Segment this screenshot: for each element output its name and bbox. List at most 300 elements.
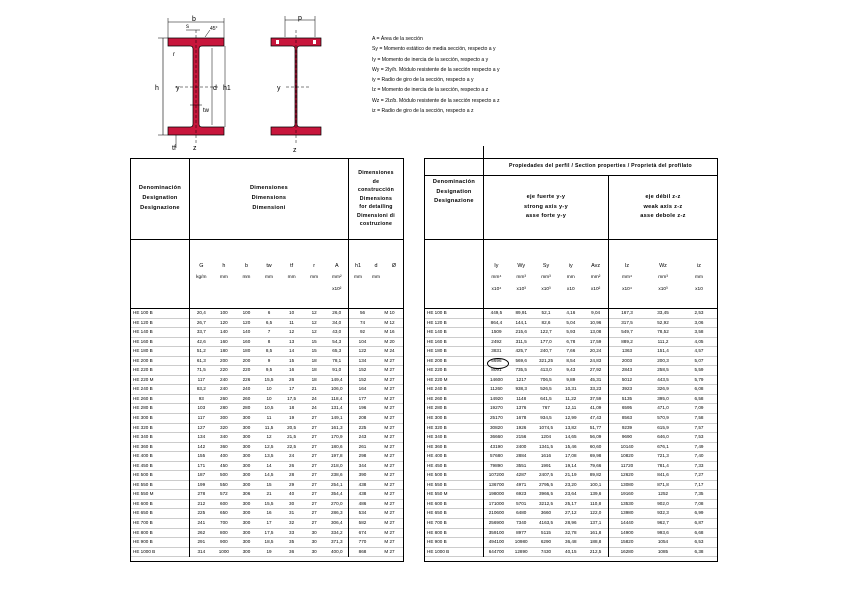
table-cell: 314 <box>197 548 206 554</box>
table-row <box>609 366 717 376</box>
table-cell: 4971 <box>516 481 527 487</box>
column-unit: mm² <box>590 275 601 280</box>
table-cell: 5,59 <box>694 367 704 373</box>
column-unit: mm <box>287 275 296 280</box>
table-row <box>349 309 403 319</box>
table-cell: 107200 <box>488 472 505 478</box>
table-cell: 6,78 <box>566 338 576 344</box>
table-cell: M 27 <box>384 357 395 363</box>
table-cell: 171000 <box>488 500 505 506</box>
table-row <box>131 357 189 367</box>
table-cell: M 27 <box>384 415 395 421</box>
table-cell: 215,6 <box>515 329 527 335</box>
table-row <box>425 414 483 424</box>
table-cell: 14,5 <box>264 472 274 478</box>
table-row <box>484 462 608 472</box>
table-cell: 8 <box>267 338 271 344</box>
table-row <box>484 471 608 481</box>
table-cell: HE 340 B <box>133 434 153 440</box>
column-unit: kg/m <box>196 275 207 280</box>
table-cell: 5701 <box>516 500 527 506</box>
table-cell: 962,7 <box>657 520 669 526</box>
unit-column <box>190 240 213 308</box>
table-cell: 104 <box>358 338 367 344</box>
table-row <box>484 548 608 558</box>
table-cell: 33,7 <box>196 329 206 335</box>
legend-item: Sy = Momento estático de media sección, respecto a y <box>372 46 496 53</box>
column-symbol: Wz <box>659 263 667 269</box>
table-cell: 258,5 <box>657 367 669 373</box>
table-cell: 10,5 <box>264 405 274 411</box>
table-cell: 122,7 <box>540 329 552 335</box>
table-row <box>190 338 348 348</box>
table-cell: 21,19 <box>565 472 577 478</box>
table-row <box>484 433 608 443</box>
table-cell: 1376 <box>516 405 527 411</box>
table-row <box>349 385 403 395</box>
table-cell: 7,40 <box>694 453 704 459</box>
table-cell: 40,15 <box>565 548 577 554</box>
table-cell: 136700 <box>488 481 505 487</box>
legend <box>372 34 582 116</box>
table-cell: HE 160 B <box>427 338 447 344</box>
table-cell: 11,5 <box>264 424 274 430</box>
table-cell: HE 120 B <box>427 319 447 325</box>
table-cell: 17,59 <box>589 338 602 344</box>
table-row <box>484 481 608 491</box>
table-cell: 7,57 <box>694 424 704 430</box>
table-cell: 51,2 <box>196 348 206 354</box>
table-cell: 291 <box>197 539 206 545</box>
table-cell: 33 <box>289 529 295 535</box>
table-row <box>190 376 348 386</box>
table-cell: M 27 <box>384 367 395 373</box>
table-row <box>131 509 189 519</box>
table-cell: 300 <box>242 462 251 468</box>
table-cell: 3551 <box>516 462 527 468</box>
column-scale: x10³ <box>541 287 551 292</box>
table-cell: 117 <box>197 415 205 421</box>
table-cell: M 27 <box>384 500 395 506</box>
column-unit: mm³ <box>658 275 668 280</box>
table-cell: HE 400 B <box>427 453 447 459</box>
table-row <box>190 452 348 462</box>
table-cell: 6,53 <box>694 539 704 545</box>
table-cell: 199 <box>197 481 206 487</box>
table-cell: 674 <box>358 529 367 535</box>
table-row <box>425 328 483 338</box>
table-cell: 27 <box>311 415 317 421</box>
table-cell: HE 140 B <box>427 329 447 335</box>
table-cell: HE 360 B <box>427 443 447 449</box>
table-cell: 12 <box>311 329 317 335</box>
unit-column <box>534 240 559 308</box>
table-cell: 210600 <box>488 510 505 516</box>
table-row <box>484 519 608 529</box>
table-cell: 111,2 <box>657 338 669 344</box>
table-cell: 2156 <box>516 434 527 440</box>
table-row <box>609 385 717 395</box>
table-row <box>190 509 348 519</box>
table-row <box>349 490 403 500</box>
table-cell: 122 <box>358 348 367 354</box>
unit-column <box>681 240 717 308</box>
column-scale: x10² <box>590 287 601 292</box>
table-cell: 18 <box>311 367 317 373</box>
table-cell: 127 <box>197 424 206 430</box>
label-b: b <box>192 16 196 23</box>
table-cell: M 27 <box>384 481 395 487</box>
table-cell: 212 <box>197 500 206 506</box>
table-cell: 2843 <box>621 367 633 373</box>
table-cell: 550 <box>220 481 228 487</box>
table-cell: 2,53 <box>694 310 704 315</box>
table-cell: 32,78 <box>565 529 577 535</box>
table-cell: 177 <box>358 395 367 401</box>
table-cell: 36660 <box>490 434 503 440</box>
table-cell: HE 500 B <box>427 472 447 478</box>
table-cell: 27 <box>311 453 317 459</box>
table-cell: 12,11 <box>565 405 577 411</box>
table-cell: 1204 <box>540 434 552 440</box>
table-cell: 26,7 <box>196 319 206 325</box>
table-cell: 7,08 <box>694 500 704 506</box>
table-cell: M 27 <box>384 424 395 430</box>
table-row <box>484 395 608 405</box>
unit-column <box>213 240 236 308</box>
table-cell: 300 <box>220 415 228 421</box>
table-cell: 78,52 <box>657 329 669 335</box>
table-cell: 27 <box>311 434 317 440</box>
table-row <box>349 328 403 338</box>
table-cell: 770 <box>358 539 367 545</box>
column-symbol: Avz <box>591 263 601 269</box>
table-row <box>349 452 403 462</box>
table-cell: 61,3 <box>196 357 206 363</box>
table-cell: 15 <box>266 481 272 487</box>
table-cell: 9690 <box>621 434 633 440</box>
unit-column <box>303 240 326 308</box>
table-cell: 2400 <box>516 443 527 449</box>
table-row <box>484 452 608 462</box>
table-cell: 14,65 <box>565 434 577 440</box>
table-cell: 12 <box>311 319 317 325</box>
table-cell: 57680 <box>490 453 503 459</box>
table-row <box>190 395 348 405</box>
table-row <box>349 357 403 367</box>
table-cell: 934,5 <box>540 415 552 421</box>
table-row <box>131 548 189 558</box>
table-cell: 83,2 <box>196 386 206 392</box>
unit-column <box>258 240 281 308</box>
table-cell: 260 <box>242 395 251 401</box>
table-row <box>484 529 608 539</box>
table-cell: 56 <box>359 310 366 315</box>
table-cell: 3923 <box>621 386 633 392</box>
table-cell: 6,87 <box>694 520 704 526</box>
table-cell: 371,3 <box>331 539 343 545</box>
table-row <box>131 395 189 405</box>
column-symbol: tf <box>290 263 294 269</box>
table-cell: 360 <box>220 443 228 449</box>
dimensions-table <box>130 158 404 562</box>
table-cell: 13,5 <box>264 453 274 459</box>
table-row <box>609 404 717 414</box>
table-cell: 27 <box>311 491 317 497</box>
table-cell: 240 <box>220 376 228 382</box>
table-cell: 8,54 <box>566 357 576 363</box>
table-cell: 9 <box>267 357 271 363</box>
table-cell: 2795,5 <box>538 481 554 487</box>
table-row <box>425 385 483 395</box>
table-cell: 781,4 <box>657 462 669 468</box>
legend-item: A = Área de la sección <box>372 36 423 42</box>
table-cell: 300 <box>242 424 251 430</box>
table-cell: 167,3 <box>621 310 633 315</box>
label-z-left: z <box>193 145 197 152</box>
table-cell: 311,5 <box>515 338 527 344</box>
table-cell: 4163,5 <box>538 520 554 526</box>
table-cell: 14600 <box>490 376 503 382</box>
table-cell: HE 700 B <box>427 520 447 526</box>
table-cell: M 27 <box>384 462 395 468</box>
table-cell: 17,5 <box>287 395 297 401</box>
table-row <box>484 414 608 424</box>
table-cell: M 16 <box>384 329 395 335</box>
table-row <box>484 424 608 434</box>
table-row <box>425 529 483 539</box>
table-row <box>425 404 483 414</box>
table-cell: HE 320 B <box>133 424 153 430</box>
table-cell: M 27 <box>384 520 395 526</box>
table-row <box>349 376 403 386</box>
table-row <box>349 519 403 529</box>
table-cell: 300 <box>242 443 251 449</box>
table-cell: HE 220 B <box>427 367 447 373</box>
table-cell: 33,23 <box>589 386 602 392</box>
unit-column <box>509 240 534 308</box>
i-beam-section-left <box>158 18 225 148</box>
table-cell: 10 <box>289 310 295 315</box>
table-cell: 220 <box>220 367 228 373</box>
table-row <box>425 538 483 548</box>
table-cell: 5,79 <box>694 376 704 382</box>
table-cell: 240,7 <box>540 348 552 354</box>
table-cell: HE 160 B <box>133 338 153 344</box>
table-row <box>484 404 608 414</box>
table-cell: 1363 <box>621 348 633 354</box>
table-row <box>349 366 403 376</box>
table-cell: 238,6 <box>331 472 343 478</box>
table-cell: 139,6 <box>589 491 602 497</box>
table-row <box>425 424 483 434</box>
table-cell: M 12 <box>384 319 395 325</box>
table-cell: 17 <box>289 386 295 392</box>
table-cell: 29 <box>289 481 295 487</box>
table-cell: 18 <box>311 357 317 363</box>
table-cell: 52,92 <box>657 319 669 325</box>
highlight-circle <box>487 358 509 369</box>
table-cell: 37,59 <box>589 395 602 401</box>
column-symbol: iy <box>568 263 573 269</box>
header-construction: Dimensiones de construcción Dimensions for detailing Dimensioni di costruzione <box>357 170 395 228</box>
table-row <box>349 548 403 558</box>
table-cell: 10820 <box>620 453 634 459</box>
table-row <box>190 385 348 395</box>
table-row <box>131 328 189 338</box>
table-cell: 300 <box>242 520 251 526</box>
table-cell: 137,1 <box>589 520 602 526</box>
table-row <box>349 404 403 414</box>
unit-column <box>349 240 367 308</box>
table-cell: 10980 <box>514 539 528 545</box>
table-row <box>131 443 189 453</box>
table-row <box>131 366 189 376</box>
table-cell: 30 <box>311 548 317 554</box>
table-row <box>349 433 403 443</box>
table-cell: 1074,5 <box>538 424 554 430</box>
column-symbol: h1 <box>355 263 361 269</box>
table-cell: 41,09 <box>589 405 602 411</box>
table-cell: 413,0 <box>540 367 552 373</box>
table-cell: 735,5 <box>515 367 527 373</box>
table-cell: 120 <box>220 319 228 325</box>
table-cell: HE 220 B <box>133 367 153 373</box>
table-cell: 35 <box>289 539 295 545</box>
table-cell: 256900 <box>488 520 505 526</box>
table-cell: 6 <box>267 310 271 315</box>
column-symbol: A <box>334 263 339 269</box>
table-cell: HE 650 B <box>133 510 153 516</box>
table-cell: 706,5 <box>540 376 552 382</box>
table-cell: 200 <box>242 357 251 363</box>
table-cell: 78,1 <box>332 357 342 363</box>
table-cell: 200 <box>220 357 228 363</box>
table-row <box>609 338 717 348</box>
table-cell: 400 <box>220 453 228 459</box>
table-cell: 198000 <box>488 491 505 497</box>
table-row <box>190 404 348 414</box>
table-cell: 16280 <box>620 548 634 554</box>
table-row <box>484 509 608 519</box>
table-cell: 443,5 <box>657 376 669 382</box>
table-cell: 93 <box>198 395 204 401</box>
properties-table <box>424 158 718 562</box>
table-cell: 30 <box>289 500 295 506</box>
table-cell: 4,57 <box>694 348 704 354</box>
table-row <box>609 548 717 558</box>
label-tf: tf <box>172 145 176 152</box>
table-row <box>131 452 189 462</box>
table-cell: 160 <box>242 338 251 344</box>
table-cell: 1341,5 <box>538 443 554 449</box>
table-cell: 486 <box>358 500 367 506</box>
table-row <box>349 395 403 405</box>
table-cell: 7,53 <box>694 434 704 440</box>
table-cell: 27 <box>311 462 317 468</box>
table-cell: 196 <box>358 405 367 411</box>
column-symbol: Sy <box>542 263 550 269</box>
column-scale: x10² <box>332 287 342 292</box>
table-row <box>131 385 189 395</box>
table-cell: 7,58 <box>694 415 704 421</box>
table-cell: HE 550 B <box>133 481 153 487</box>
table-cell: HE 260 B <box>133 395 153 401</box>
table-row <box>349 443 403 453</box>
table-cell: 572 <box>220 491 228 497</box>
table-cell: 27 <box>311 424 317 430</box>
table-cell: 17,5 <box>264 529 274 535</box>
column-symbol: tw <box>266 263 272 269</box>
table-row <box>131 433 189 443</box>
table-cell: 300 <box>242 481 251 487</box>
table-cell: HE 180 B <box>133 348 153 354</box>
table-cell: 300 <box>242 548 251 554</box>
table-cell: 65,3 <box>332 348 342 354</box>
table-cell: 134 <box>358 357 367 363</box>
column-symbol: d <box>374 263 378 269</box>
table-row <box>609 529 717 539</box>
table-row <box>484 309 608 319</box>
table-cell: 117 <box>197 376 205 382</box>
header-strong-axis: eje fuerte y-y strong axis y-y asse forte y-y <box>484 176 609 239</box>
table-row <box>425 376 483 386</box>
table-cell: 9239 <box>621 424 633 430</box>
table-cell: M 24 <box>384 348 395 354</box>
table-cell: M 27 <box>384 405 395 411</box>
table-cell: 902,0 <box>657 500 669 506</box>
table-cell: 450 <box>220 462 228 468</box>
table-cell: 3660 <box>540 510 552 516</box>
label-h1: h1 <box>223 85 231 92</box>
table-cell: M 27 <box>384 386 395 392</box>
table-cell: 6,5 <box>265 319 273 325</box>
table-cell: 171 <box>197 462 206 468</box>
table-cell: 22,5 <box>287 443 297 449</box>
table-row <box>131 471 189 481</box>
column-unit: mm³ <box>541 275 551 280</box>
table-cell: 27 <box>311 500 317 506</box>
table-cell: M 27 <box>384 510 395 516</box>
table-cell: 36,48 <box>565 539 577 545</box>
unit-column <box>558 240 583 308</box>
table-cell: HE 360 B <box>133 443 153 449</box>
table-cell: M 27 <box>384 443 395 449</box>
table-cell: 300 <box>242 510 251 516</box>
dimensions-rows <box>131 309 403 557</box>
table-row <box>190 490 348 500</box>
table-row <box>131 319 189 329</box>
table-cell: 28,96 <box>565 520 577 526</box>
table-cell: 6480 <box>516 510 527 516</box>
table-row <box>190 471 348 481</box>
table-row <box>425 443 483 453</box>
label-h: h <box>155 85 159 92</box>
table-cell: 526,5 <box>540 386 552 392</box>
table-row <box>190 548 348 558</box>
table-cell: 18 <box>311 376 317 382</box>
table-cell: 10 <box>266 395 272 401</box>
table-cell: 889,2 <box>621 338 633 344</box>
table-cell: 27,12 <box>565 510 577 516</box>
table-cell: 27 <box>311 510 317 516</box>
table-cell: HE 340 B <box>427 434 447 440</box>
table-cell: 11720 <box>620 462 634 468</box>
table-cell: HE 280 B <box>427 405 447 411</box>
table-cell: 438 <box>358 491 367 497</box>
table-row <box>609 490 717 500</box>
table-cell: 42,6 <box>196 338 206 344</box>
